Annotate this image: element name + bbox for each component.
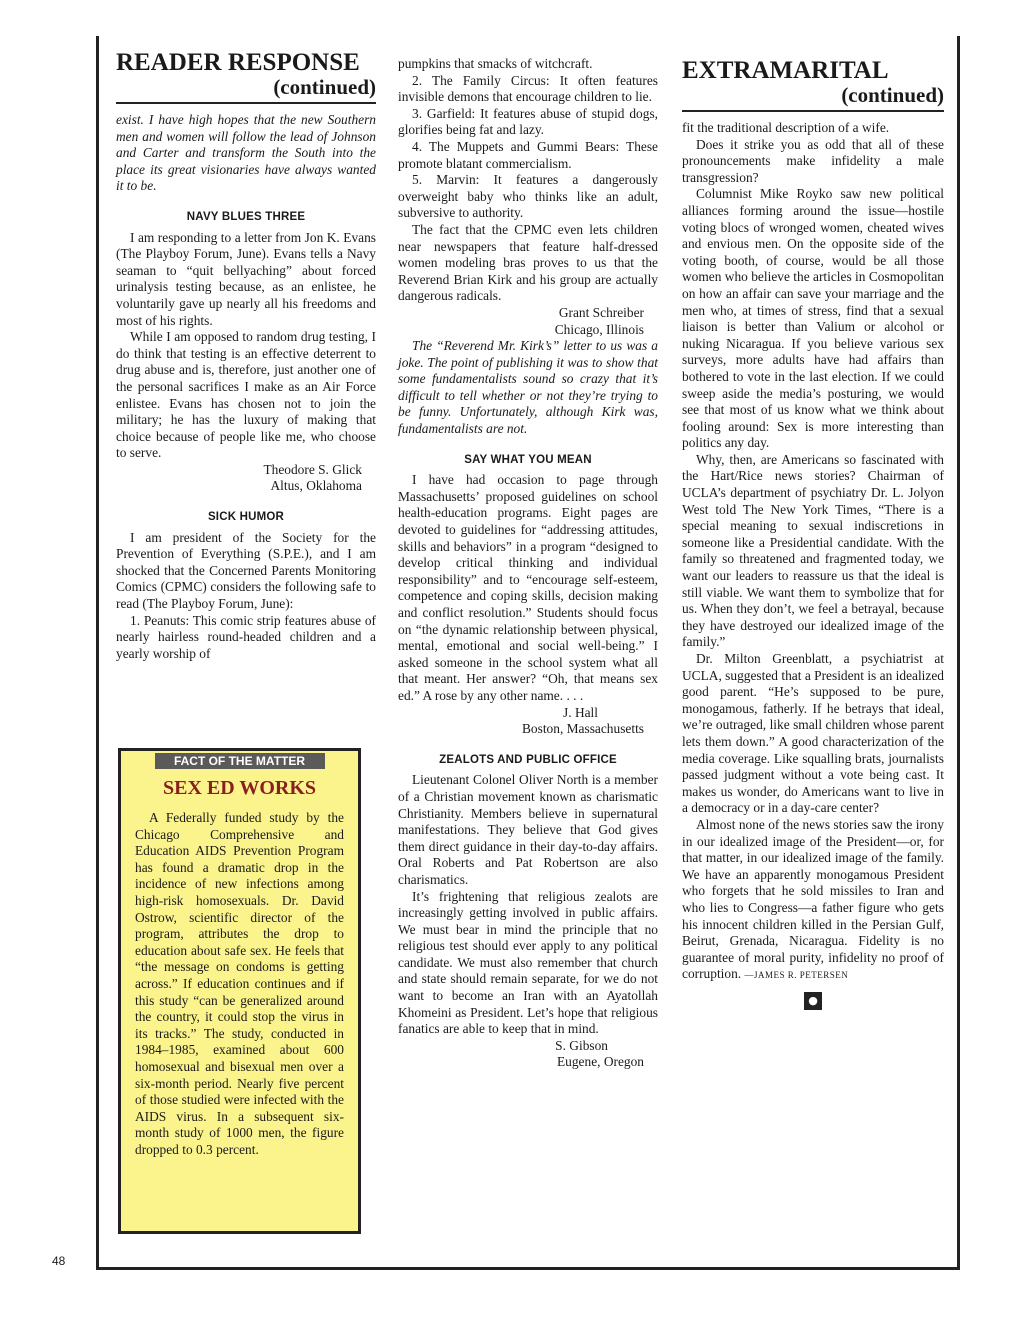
headline-rule [116,102,376,104]
headline-rule-extramarital [682,110,944,112]
comic-item-2: 2. The Family Circus: It often features invisible demons that encourage children to lie. [398,72,658,105]
extramarital-paragraph-3: Why, then, are Americans so fascinated with the Hart/Rice news stories? Chairman of UCLA’s department of psychiatry Dr. L. Jolyon West told The New York Times, “There is a special meaning to sexual indiscretions in someone like a Presidential candidate. With the family so threatened and fragmented today, we want our leaders to reassure us that the ideal is still viable. We want them to symbolize that for us. When they don’t, we feel a betrayal, because they have destroyed our idealized image of the family.” [682,451,944,650]
extramarital-paragraph-1: Does it strike you as odd that all of these pronouncements make infidelity a male transgression? [682,136,944,185]
extramarital-paragraph-5 [682,817,944,984]
extramarital-paragraph-0: fit the traditional description of a wife. [682,120,890,135]
zealots-paragraph-1: Lieutenant Colonel Oliver North is a member of a Christian movement known as charismatic Christianity. Members believe in supernatural manifestations. They believe that God gives them direct guidance in their day-to-day affairs. Oral Roberts and Pat Robertson are also charismatics. [398,772,658,887]
column-1 [116,50,376,662]
extramarital-paragraph-2: Columnist Mike Royko saw new political alliances forming around the issue—hostile voting blocs of wronged women, cheated wives and envious men. On the opposite side of the voting booth, of course, would be all those women who believe the articles in Cosmopolitan on how an affair can save your marriage and the men who, at times of stress, find that a sexual liaison is better than Valium or alcohol or nuking Nicaragua. If you believe various sex surveys, more adults have had affairs than bothered to vote in the last election. If we could sweep aside the media’s posturing, we would see that most of us know what we think about fooling around: Sex is more interesting than politics any day. [682,186,944,451]
editor-note: The “Reverend Mr. Kirk’s” letter to us was a joke. The point of publishing it was to show that some fundamentalists sound so crazy that it’s difficult to tell whether or not they’re trying to be funny. Unfortunately, although Kirk was, fundamentalists are not. [398,338,658,437]
say-signature-place: Boston, Massachusetts [522,721,644,737]
section-heading-zealots: ZEALOTS AND PUBLIC OFFICE [439,753,617,766]
say-signature-name: J. Hall [563,704,598,720]
zealots-paragraph-2: It’s frightening that religious zealots are increasingly getting involved in public affairs. We must bear in mind the principle that no religious test should ever apply to any political candidate. We must also remember that church and state should remain separate, for we do not want to become an Iran with an Ayatollah Khomeini as President. Let’s hope that religious fanatics are able to keep that in mind. [398,888,658,1037]
comic-item-3: 3. Garfield: It features abuse of stupid dogs, glorifies being fat and lazy. [398,105,658,138]
cpmc-signature-name: Grant Schreiber [558,304,644,320]
byline: —JAMES R. PETERSEN [744,970,849,981]
cpmc-paragraph: The fact that the CPMC even lets children near newspapers that feature half-dressed women modeling bras proves to us that the Reverend Brian Kirk and his group are actually dangerous radicals. [398,221,658,304]
zealots-signature-name: S. Gibson [555,1037,608,1053]
comic-item-5: 5. Marvin: It features a dangerously overweight baby who thinks like an adult, subversive to authority. [398,172,658,221]
section-heading-navy-blues: NAVY BLUES THREE [186,210,306,223]
say-paragraph-1: I have had occasion to page through Massachusetts’ proposed guidelines on school health-education programs. Eight pages are devoted to guidelines for “addressing attitudes, skills and behaviors” in a program “designed to develop critical thinking and individual responsibility” and to “encourage self-esteem, competence and coping skills, decision making and conflict resolution.” Students should focus on “the dynamic relationship between physical, mental, emotional and social well-being.” I asked someone in the school system what all that meant. Her answer? “Oh, that means sex ed.” A rose by any other name. . . . [398,472,658,703]
column-3 [682,58,944,1010]
continued-label: (continued) [273,75,376,99]
headline-reader-response: READER RESPONSE [116,49,360,76]
page-number: 48 [52,1254,66,1268]
fact-box-title: SEX ED WORKS [162,777,316,799]
fact-box-tag: FACT OF THE MATTER [155,753,325,769]
navy-paragraph-1: I am responding to a letter from Jon K. Evans (The Playboy Forum, June). Evans tells a Navy seaman to “quit bellyaching” about forced urinalysis testing because, as an enlistee, he voluntarily gave up nearly all his freedoms and most of his rights. [116,229,376,328]
fact-box [118,748,361,1234]
zealots-signature-place: Eugene, Oregon [556,1054,644,1070]
sick-paragraph-1: I am president of the Society for the Prevention of Everything (S.P.E.), and I am shocked that the Concerned Parents Monitoring Comics (CPMC) considers the following safe to read (The Playboy Forum, June): [116,529,376,612]
navy-signature-name: Theodore S. Glick [263,461,362,477]
comic-list-continued: pumpkins that smacks of witchcraft. [398,56,593,71]
bunny-end-mark-icon: ● [804,992,822,1010]
column-2 [398,56,658,1071]
continued-label-extramarital: (continued) [841,83,944,107]
extramarital-paragraph-5-text: Almost none of the news stories saw the irony in our idealized image of the President—or, for that matter, in our idealized image of the family. We have an apparently monogamous President who forgets that he sold missiles to Iran and who lies to Congress—a father figure who gets his innocent children killed in the Persian Gulf, Beirut, Grenada, Nicaragua. Fidelity is no guarantee of moral purity, infidelity no proof of corruption. [682,816,944,982]
sick-paragraph-2: 1. Peanuts: This comic strip features abuse of nearly hairless round-headed children and a yearly worship of [116,612,376,661]
intro-paragraph: exist. I have high hopes that the new Southern men and women will follow the lead of Johnson and Carter and transform the South into the place its great visionaries have always wanted it to be. [116,112,376,194]
headline-extramarital: EXTRAMARITAL [682,57,889,84]
section-heading-sick-humor: SICK HUMOR [207,511,285,524]
fact-box-body: A Federally funded study by the Chicago Comprehensive and Education AIDS Prevention Program has found a dramatic drop in the incidence of new infections among high-risk homosexuals. Dr. David Ostrow, scientific director of the program, attributes the drop to education about safe sex. He feels that “the message on condoms is getting across.” If education continues and if this study “can be generalized around the country, it could stop the virus in its tracks.” The study, conducted in 1984–1985, examined about 600 homosexual and bisexual men over a six-month period. Nearly five percent of those studied were infected with the AIDS virus. In a subsequent six-month study of 1000 men, the figure dropped to 0.3 percent. [135,810,344,1157]
comic-item-4: 4. The Muppets and Gummi Bears: These promote blatant commercialism. [398,138,658,171]
navy-signature-place: Altus, Oklahoma [270,478,362,494]
navy-paragraph-2: While I am opposed to random drug testing, I do think that testing is an effective deterrent to drug abuse and is, therefore, just another one of the personal sacrifices I make as an Air Force enlistee. Evans has chosen not to join the military; he has the luxury of making that choice because of people like me, who choose to serve. [116,329,376,461]
cpmc-signature-place: Chicago, Illinois [554,321,644,337]
extramarital-paragraph-4: Dr. Milton Greenblatt, a psychiatrist at UCLA, suggested that a President is an idealized good parent. “He’s supposed to be pure, monogamous, fatherly. If he betrays that ideal, we’re outraged, like small children whose parent lets them down.” A good characterization of the media coverage. Like squalling brats, journalists passed judgment without a vote being cast. It makes us wonder, do Americans want to live in a democracy or in a day-care center? [682,651,944,816]
section-heading-say-what: SAY WHAT YOU MEAN [464,453,592,466]
